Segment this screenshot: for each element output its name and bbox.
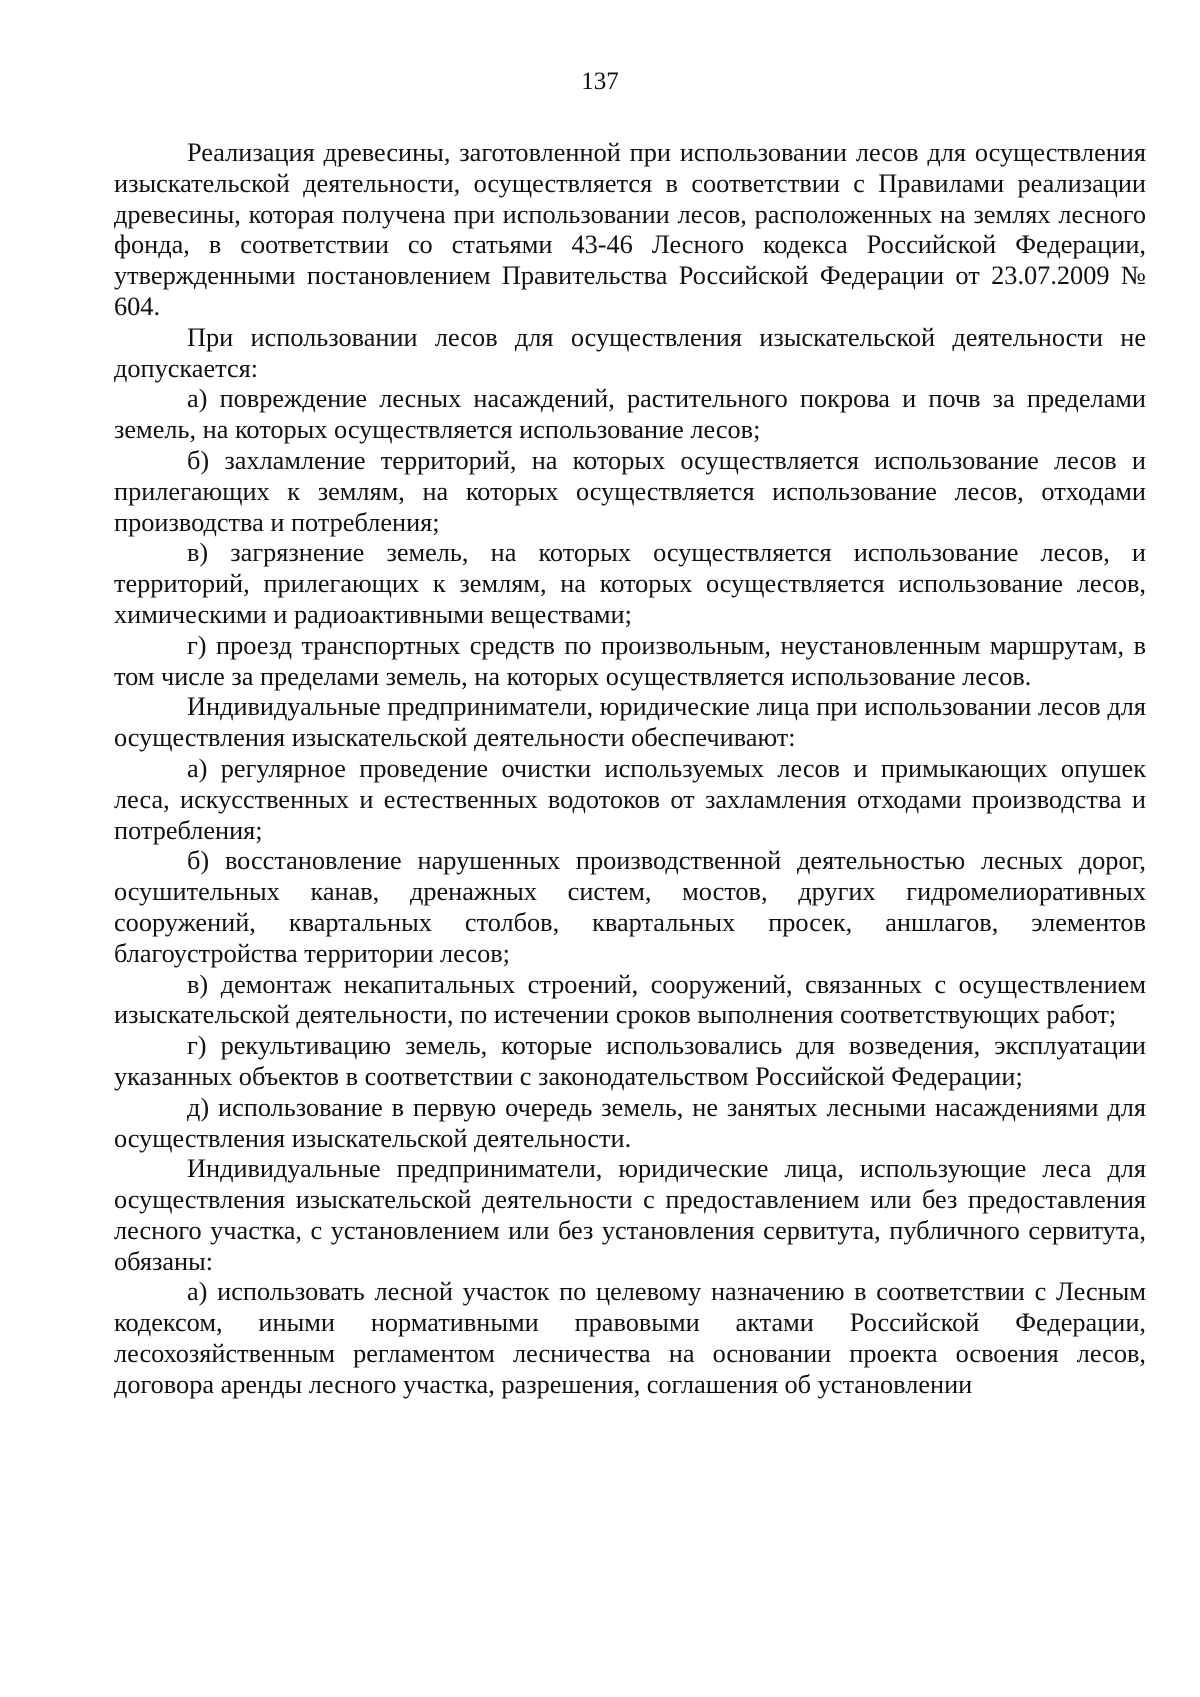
paragraph-obligation-d: д) использование в первую очередь земель, не занятых лесными насаждениями для осуществления изыскательской деятельности. [114,1092,1146,1153]
paragraph-obligation-b: б) восстановление нарушенных производственной деятельностью лесных дорог, осушительных канав, дренажных систем, мостов, других гидромелиоративных сооружений, квартальных столбов, квартальных просек, аншлагов, элементов благоустройства территории лесов; [114,846,1146,968]
paragraph-prohibition-v: в) загрязнение земель, на которых осуществляется использование лесов, и территорий, прилегающих к землям, на которых осуществляется использование лесов, химическими и радиоактивными веществами; [114,538,1146,629]
paragraph-prohibition-a: а) повреждение лесных насаждений, растительного покрова и почв за пределами земель, на которых осуществляется использование лесов; [114,384,1146,445]
document-body [114,138,1146,1401]
paragraph-duty-a: а) использовать лесной участок по целевому назначению в соответствии с Лесным кодексом, иными нормативными правовыми актами Российской Федерации, лесохозяйственным регламентом лесничества на основании проекта освоения лесов, договора аренды лесного участка, разрешения, соглашения об установлении [114,1277,1146,1399]
paragraph-prohibitions-intro: При использовании лесов для осуществления изыскательской деятельности не допускается: [114,322,1146,383]
paragraph-obligation-a: а) регулярное проведение очистки используемых лесов и примыкающих опушек леса, искусственных и естественных водотоков от захламления отходами производства и потребления; [114,753,1146,845]
page-number: 137 [581,68,619,95]
paragraph-timber-sale: Реализация древесины, заготовленной при использовании лесов для осуществления изыскательской деятельности, осуществляется в соответствии с Правилами реализации древесины, которая получена при использовании лесов, расположенных на землях лесного фонда, в соответствии со статьями 43-46 Лесного кодекса Российской Федерации, утвержденными постановлением Правительства Российской Федерации от 23.07.2009 № 604. [114,138,1146,321]
paragraph-obligation-v: в) демонтаж некапитальных строений, сооружений, связанных с осуществлением изыскательской деятельности, по истечении сроков выполнения соответствующих работ; [114,969,1146,1030]
paragraph-obligations-intro: Индивидуальные предприниматели, юридические лица при использовании лесов для осуществления изыскательской деятельности обеспечивают: [114,692,1146,753]
paragraph-obligation-g: г) рекультивацию земель, которые использовались для возведения, эксплуатации указанных объектов в соответствии с законодательством Российской Федерации; [114,1031,1146,1091]
paragraph-duties-intro: Индивидуальные предприниматели, юридические лица, использующие леса для осуществления изыскательской деятельности с предоставлением или без предоставления лесного участка, с установлением или без установления сервитута, публичного сервитута, обязаны: [114,1154,1146,1276]
paragraph-prohibition-g: г) проезд транспортных средств по произвольным, неустановленным маршрутам, в том числе за пределами земель, на которых осуществляется использование лесов. [114,630,1146,691]
paragraph-prohibition-b: б) захламление территорий, на которых осуществляется использование лесов и прилегающих к землям, на которых осуществляется использование лесов, отходами производства и потребления; [114,445,1146,537]
